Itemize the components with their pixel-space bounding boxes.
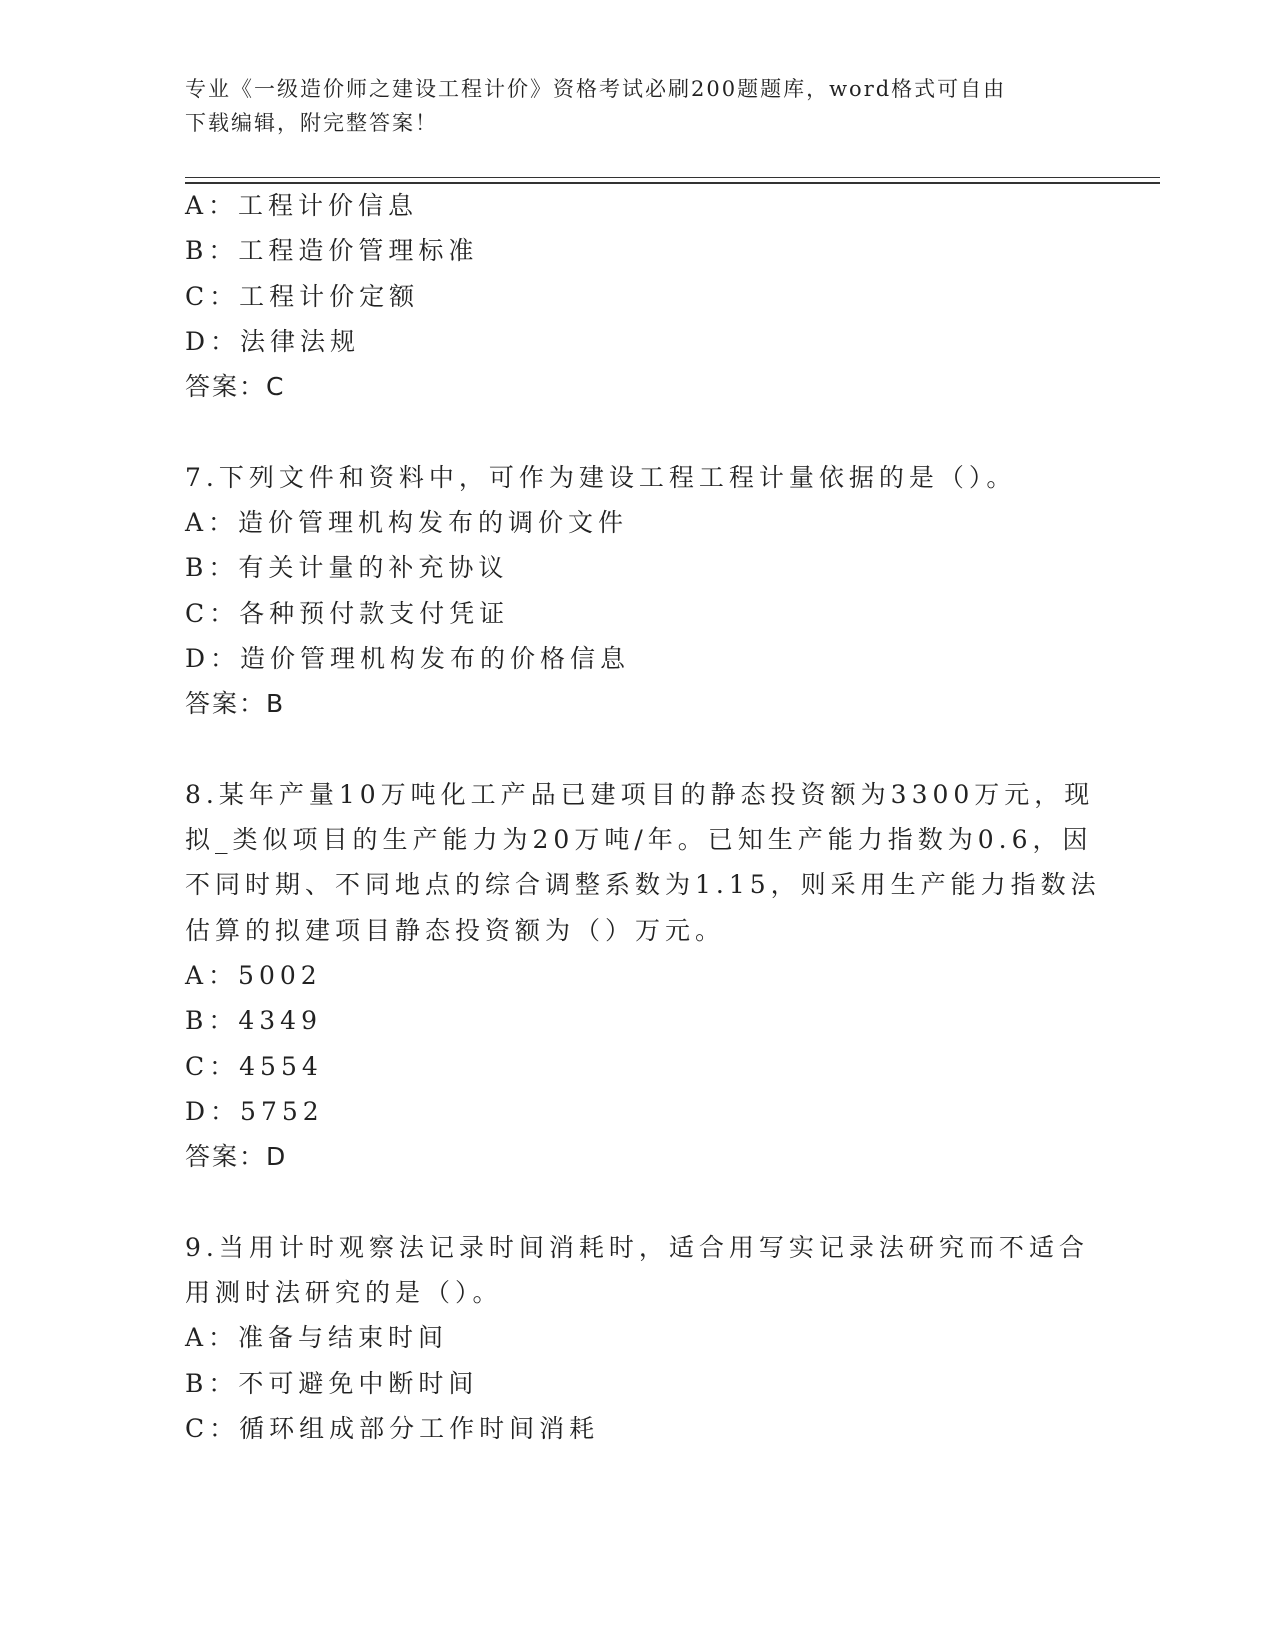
q9-option-c: C：循环组成部分工作时间消耗	[185, 1414, 600, 1443]
q8-option-d: D：5752	[185, 1097, 324, 1126]
q7-stem: 7.下列文件和资料中，可作为建设工程工程计量依据的是（）。	[185, 463, 1017, 492]
q8-stem-line-3: 不同时期、不同地点的综合调整系数为1.15，则采用生产能力指数法	[185, 870, 1101, 899]
q7-answer: 答案：B	[185, 689, 286, 718]
q8-stem-line-2: 拟_类似项目的生产能力为20万吨/年。已知生产能力指数为0.6，因	[185, 825, 1093, 854]
header-rule-thin	[185, 177, 1160, 178]
header-rule-thick	[185, 182, 1160, 184]
q7-option-c: C：各种预付款支付凭证	[185, 599, 510, 628]
q8-stem-line-1: 8.某年产量10万吨化工产品已建项目的静态投资额为3300万元，现	[185, 780, 1095, 809]
q8-answer: 答案：D	[185, 1142, 288, 1171]
q8-option-b: B：4349	[185, 1006, 322, 1035]
q8-option-c: C：4554	[185, 1052, 323, 1081]
q6-answer: 答案：C	[185, 372, 286, 401]
document-header	[185, 72, 1065, 140]
q8-stem-line-4: 估算的拟建项目静态投资额为（）万元。	[185, 916, 726, 945]
q9-option-b: B：不可避免中断时间	[185, 1369, 479, 1398]
q8-option-a: A：5002	[185, 961, 322, 990]
header-line-1: 专业《一级造价师之建设工程计价》资格考试必刷200题题库，word格式可自由	[185, 77, 1007, 101]
q9-stem-line-2: 用测时法研究的是（）。	[185, 1278, 503, 1307]
q7-option-b: B：有关计量的补充协议	[185, 553, 509, 582]
header-line-2: 下载编辑，附完整答案！	[185, 111, 438, 135]
q6-option-a: A：工程计价信息	[185, 191, 419, 220]
q6-option-b: B：工程造价管理标准	[185, 236, 479, 265]
q7-option-a: A：造价管理机构发布的调价文件	[185, 508, 629, 537]
q9-stem-line-1: 9.当用计时观察法记录时间消耗时，适合用写实记录法研究而不适合	[185, 1233, 1089, 1262]
q9-option-a: A：准备与结束时间	[185, 1323, 449, 1352]
q6-option-d: D：法律法规	[185, 327, 361, 356]
q6-option-c: C：工程计价定额	[185, 282, 420, 311]
q7-option-d: D：造价管理机构发布的价格信息	[185, 644, 631, 673]
